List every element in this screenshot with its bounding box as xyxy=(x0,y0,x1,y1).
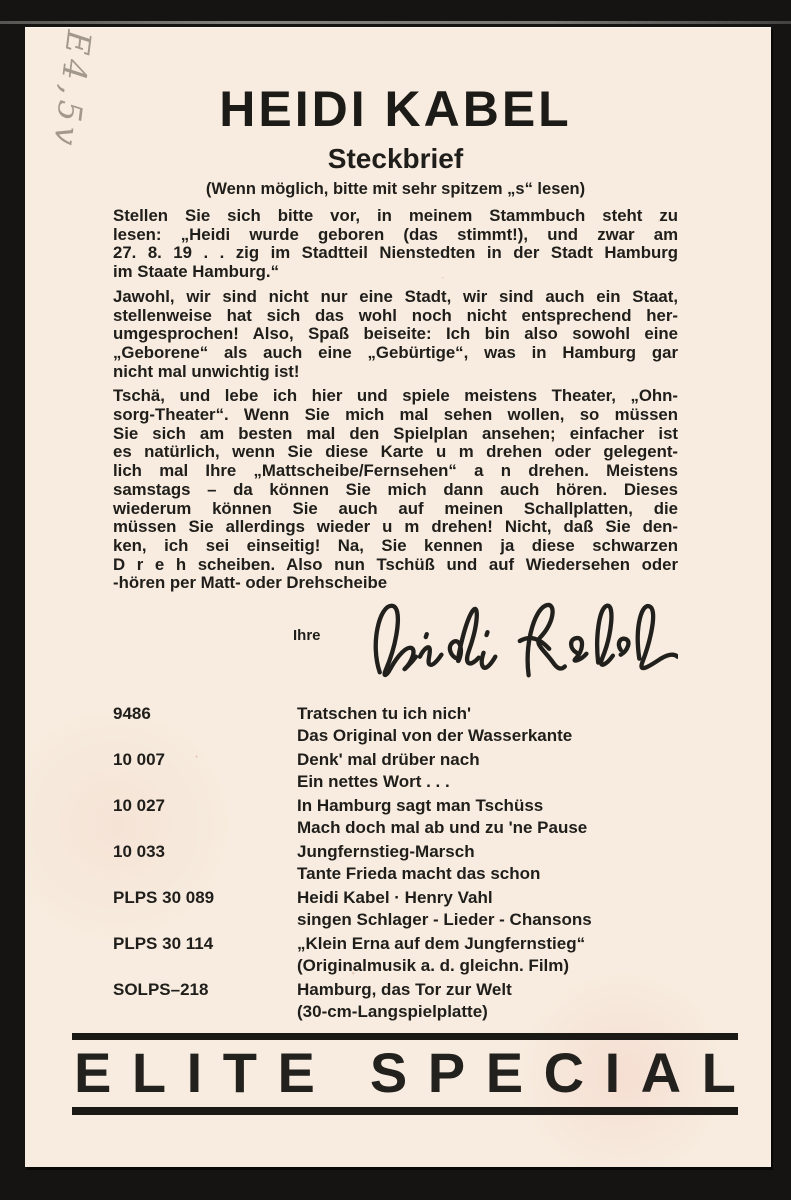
record-row xyxy=(113,979,678,1023)
record-title-line: Ein nettes Wort . . . xyxy=(297,772,450,792)
logo-letter: C xyxy=(543,1041,585,1104)
catalog-number: 10 007 xyxy=(113,750,165,770)
record-row xyxy=(113,933,678,977)
record-title-line: (Originalmusik a. d. gleichn. Film) xyxy=(297,956,570,976)
record-titles xyxy=(297,749,678,793)
record-title-line: (30-cm-Langspielplatte) xyxy=(297,1002,488,1022)
record-titles xyxy=(297,841,678,885)
reading-note: (Wenn möglich, bitte mit sehr spitzem „s“ lesen) xyxy=(205,180,586,198)
record-titles xyxy=(297,703,678,747)
record-title-line: In Hamburg sagt man Tschüss xyxy=(297,796,544,816)
record-title-line: Das Original von der Wasserkante xyxy=(297,726,573,746)
logo-letter: L xyxy=(701,1041,736,1104)
body-line: samstags – da können Sie mich dann auch hören. Dieses xyxy=(113,479,678,499)
record-title-line: „Klein Erna auf dem Jungfernstieg“ xyxy=(297,934,586,954)
signature-block xyxy=(113,599,678,693)
record-title-line: Tratschen tu ich nich' xyxy=(297,704,472,724)
body-line: Sie sich am besten mal den Spielplan ansehen; einfacher ist xyxy=(113,423,678,443)
body-paragraph xyxy=(113,207,678,282)
body-paragraph xyxy=(113,288,678,382)
record-title-line: Mach doch mal ab und zu 'ne Pause xyxy=(297,818,588,838)
discography-list xyxy=(113,703,678,1023)
logo-letter: S xyxy=(369,1041,408,1104)
body-line: lesen: „Heidi wurde geboren (das stimmt!), und zwar am xyxy=(113,224,678,244)
record-title-line: Denk' mal drüber nach xyxy=(297,750,480,770)
logo-top-bar xyxy=(72,1033,738,1040)
catalog-number: PLPS 30 089 xyxy=(113,888,215,908)
record-title-line: Heidi Kabel · Henry Vahl xyxy=(297,888,493,908)
record-title-line: Jungfernstieg-Marsch xyxy=(297,842,475,862)
page-subtitle: Steckbrief xyxy=(327,143,464,174)
record-title-line: Tante Frieda macht das schon xyxy=(297,864,541,884)
record-row xyxy=(113,795,678,839)
catalog-number: 10 033 xyxy=(113,842,165,862)
card-edge-highlight xyxy=(0,21,791,24)
body-line: müssen Sie allerdings wieder u m drehen! Nicht, daß Sie den- xyxy=(113,517,678,537)
body-line: Jawohl, wir sind nicht nur eine Stadt, wir sind auch ein Staat, xyxy=(113,286,678,306)
logo-letter: T xyxy=(222,1041,257,1104)
body-line: nicht mal unwichtig ist! xyxy=(113,361,300,381)
logo-letter: I xyxy=(186,1041,203,1104)
page-title: HEIDI KABEL xyxy=(219,81,572,137)
body-line: sorg-Theater“. Wenn Sie mich mal sehen wollen, so müssen xyxy=(113,405,678,425)
postcard-back xyxy=(25,27,771,1167)
record-titles xyxy=(297,933,678,977)
catalog-number: PLPS 30 114 xyxy=(113,934,214,954)
catalog-number: 9486 xyxy=(113,704,151,724)
logo-letter: E xyxy=(74,1041,112,1104)
body-line: ken, ich sei einseitig! Na, Sie kennen ja diese schwarzen xyxy=(113,535,678,555)
body-line: „Geborene“ als auch eine „Gebürtige“, was in Hamburg gar xyxy=(113,342,678,362)
logo-bottom-bar xyxy=(72,1107,738,1115)
record-row xyxy=(113,887,678,931)
logo-letter: E xyxy=(485,1041,524,1104)
body-line: Tschä, und lebe ich hier und spiele meistens Theater, „Ohn- xyxy=(113,386,678,406)
record-row xyxy=(113,749,678,793)
signature-label: Ihre xyxy=(293,627,321,645)
record-title-line: Hamburg, das Tor zur Welt xyxy=(297,980,512,1000)
record-title-line: singen Schlager - Lieder - Chansons xyxy=(297,910,592,930)
biography-text xyxy=(113,207,678,593)
logo-letter: L xyxy=(131,1041,167,1104)
catalog-number: 10 027 xyxy=(113,796,165,816)
body-line: 27. 8. 19 . . zig im Stadtteil Nienstedten in der Stadt Hamburg xyxy=(113,243,678,263)
logo-letter: I xyxy=(604,1041,621,1104)
pencil-annotation: E4,5v xyxy=(45,28,99,153)
body-line: Stellen Sie sich bitte vor, in meinem Stammbuch steht zu xyxy=(113,206,678,225)
signature-handwriting xyxy=(367,593,678,689)
record-row xyxy=(113,841,678,885)
body-line: es natürlich, wenn Sie diese Karte u m drehen oder gelegent- xyxy=(113,442,678,462)
body-line: lich mal Ihre „Mattscheibe/Fernsehen“ a n drehen. Meistens xyxy=(113,461,678,481)
body-line: im Staate Hamburg.“ xyxy=(113,262,279,282)
body-line: wiederum können Sie auch auf meinen Schallplatten, die xyxy=(113,498,678,518)
logo-letter: A xyxy=(640,1041,682,1104)
body-paragraph xyxy=(113,387,678,593)
logo-text xyxy=(74,1041,736,1104)
body-line: stellenweise hat sich das wohl noch nicht entsprechend her- xyxy=(113,305,678,325)
record-label-logo xyxy=(72,1033,738,1115)
logo-letter xyxy=(335,1049,349,1097)
body-line: umgesprochen! Also, Spaß beiseite: Ich bin also sowohl eine xyxy=(113,324,678,344)
record-titles xyxy=(297,887,678,931)
logo-letter: P xyxy=(427,1041,466,1104)
body-line: -hören per Matt- oder Drehscheibe xyxy=(113,573,388,593)
record-titles xyxy=(297,795,678,839)
record-titles xyxy=(297,979,678,1023)
logo-letter: E xyxy=(277,1041,315,1104)
body-line: D r e h scheiben. Also nun Tschüß und auf Wiedersehen oder xyxy=(113,554,678,574)
record-row xyxy=(113,703,678,747)
catalog-number: SOLPS–218 xyxy=(113,980,209,1000)
